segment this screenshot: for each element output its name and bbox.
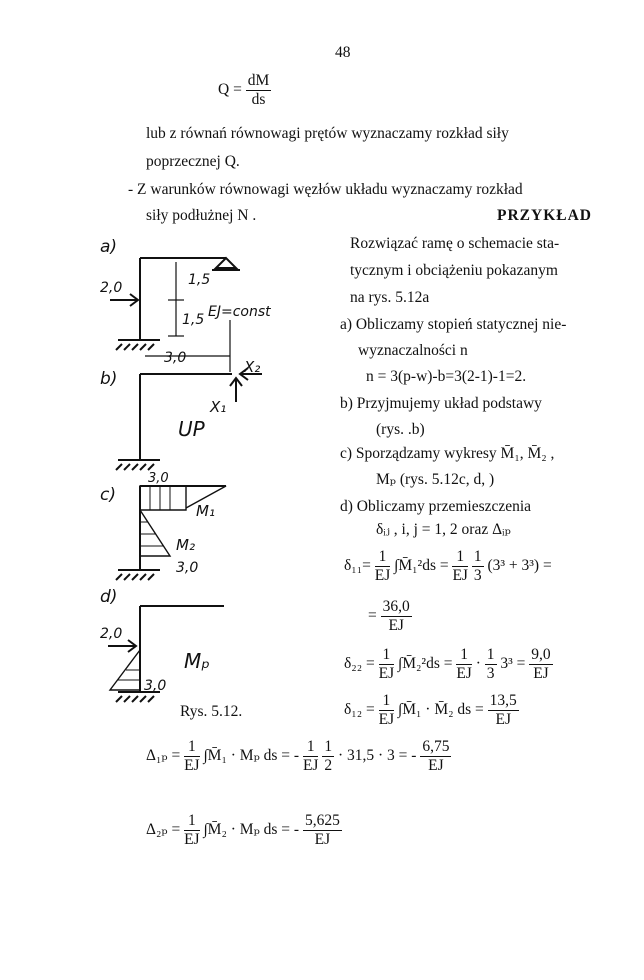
eq-Delta-2P: Δ₂ₚ = $\frac{1}{EJ}$ ∫M̄₂ · Mₚ ds = - $\frac{5,625}{EJ}$ [146,812,340,848]
c-m1-label: M₁ [196,502,215,520]
label-b: b) [100,369,118,389]
eq-delta-11: δ₁₁= $\frac{1}{EJ}$ ∫M̄₁²ds = $\frac{1}{EJ}$ $\frac{1}{3}$ (3³ + 3³) = [344,548,552,584]
a-dim-1: 1,5 [188,272,211,288]
body-line-2: poprzecznej Q. [146,153,240,170]
d-mp-label: Mₚ [184,649,210,673]
d-value: 3,0 [144,678,167,694]
c-top-value: 3,0 [148,471,169,486]
a-roller-support [216,258,236,268]
a-span-value: 3,0 [164,350,187,366]
label-a: a) [100,237,118,257]
q-num: dM [247,72,270,89]
c-m1-diagram [140,486,186,510]
example-line: na rys. 5.12a [350,289,430,306]
a-dim-2: 1,5 [182,312,205,328]
b-x1-arrow [230,378,242,402]
example-line: Mₚ (rys. 5.12c, d, ) [376,471,495,488]
example-line: n = 3(p-w)-b=3(2-1)-1=2. [366,368,527,385]
label-d: d) [100,587,118,607]
body-line-4: siły podłużnej N . [146,207,257,224]
q-lhs: Q = [218,81,242,99]
b-x2-label: X₂ [244,358,261,376]
b-x1-label: X₁ [210,398,227,416]
example-line: δᵢⱼ , i, j = 1, 2 oraz Δᵢₚ [376,521,511,538]
eq-delta-22: δ₂₂ = $\frac{1}{EJ}$ ∫M̄₂²ds = $\frac{1}{EJ}$ · $\frac{1}{3}$ 3³ = $\frac{9,0}{EJ}$ [344,646,551,682]
body-line-1: lub z równań równowagi prętów wyznaczamy rozkład siły [146,125,509,142]
example-line: d) Obliczamy przemieszczenia [340,498,532,515]
body-line-3: - Z warunków równowagi węzłów układu wyznaczamy rozkład [128,181,523,198]
eq-delta-11-result: = $\frac{36,0}{EJ}$ [368,598,410,634]
c-bottom-value: 3,0 [176,560,199,576]
example-heading: PRZYKŁAD [497,207,592,224]
label-c: c) [100,485,116,505]
eq-delta-12: δ₁₂ = $\frac{1}{EJ}$ ∫M̄₁ · M̄₂ ds = $\frac{13,5}{EJ}$ [344,692,517,728]
eq-Delta-1P: Δ₁ₚ = $\frac{1}{EJ}$ ∫M̄₁ · Mₚ ds = - $\frac{1}{EJ}$ $\frac{1}{2}$ · 31,5 · 3 = - $\frac{6,75}{EJ}$ [146,738,450,774]
q-den: ds [251,91,266,108]
a-ej-label: EJ=const [208,304,271,320]
d-load-value: 2,0 [100,626,123,642]
example-line: wyznaczalności n [358,342,468,359]
example-line: Rozwiązać ramę o schemacie sta- [350,235,560,252]
c-m2-label: M₂ [176,536,195,554]
b-up-label: UP [178,417,205,441]
example-line: tycznym i obciążeniu pokazanym [350,262,558,279]
figure-caption: Rys. 5.12. [180,703,243,720]
example-line: a) Obliczamy stopień statycznej nie- [340,316,567,333]
page-number: 48 [335,44,351,61]
example-line: b) Przyjmujemy układ podstawy [340,395,542,412]
example-line: (rys. .b) [376,421,425,438]
c-m2-diagram [140,510,170,556]
a-load-value: 2,0 [100,280,123,296]
example-line: c) Sporządzamy wykresy M̄₁, M̄₂ , [340,445,555,462]
